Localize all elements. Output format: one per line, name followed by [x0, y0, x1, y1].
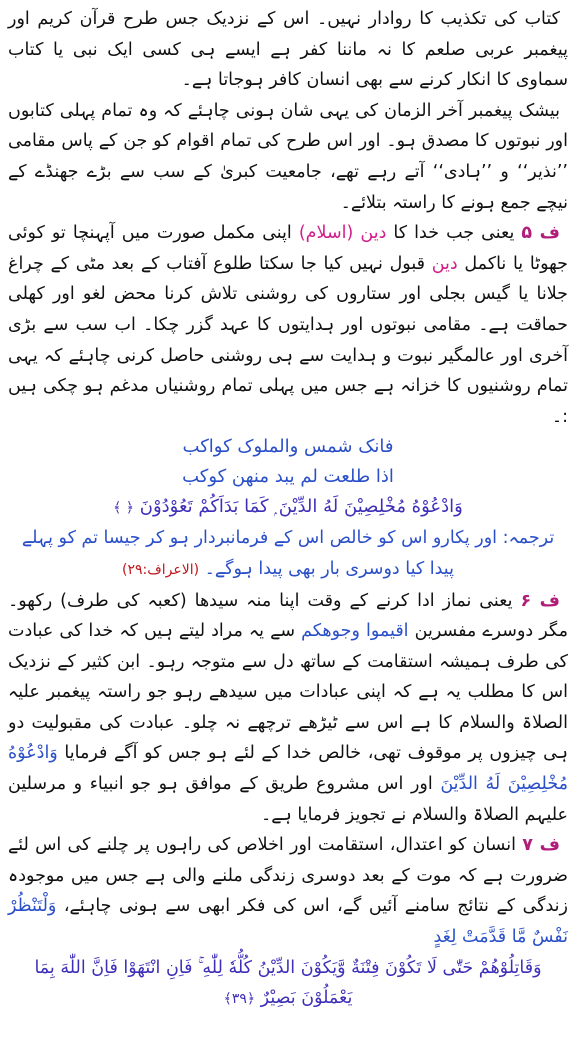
translation-text: ترجمہ: اور پکارو اس کو خالص اس کے فرمانبردار ہو کر جیسا تم کو پہلے پیدا کیا دوسری بار بھی پیدا ہوگے۔ [21, 528, 555, 579]
translation [8, 523, 568, 585]
ayah-number-ornament: ﴿۳۹﴾ [223, 991, 256, 1008]
note-7-ayah: وَلْتَنْظُرْ نَفْسٌ مَّا قَدَّمَتْ لِغَدٍ [8, 896, 568, 948]
note-5-din-islam: دین (اسلام) [298, 223, 387, 244]
note-5-text-c: قبول نہیں کیا جا سکتا طلوع آفتاب کے بعد مٹی کے چراغ جلانا یا گیس بجلی اور ستاروں کی روشنی تلاش کرنا محض لغو اور کھلی حماقت ہے۔ مقامی نبوتوں اور ہدایتوں کا عہد گزر چکا۔ اب سب سے بڑی آخری اور عالمگیر نبوت و ہدایت سے ہی روشنی حاصل کرنی چاہئے کہ یہی تمام روشنیوں کا خزانہ ہے جس میں پہلی تمام روشنیاں مدغم ہو چکی ہیں :۔ [8, 253, 568, 427]
ayah-ornament-icon: ﴿ ﴾ [113, 500, 134, 517]
paragraph-2-text: بیشک پیغمبر آخر الزمان کی یہی شان ہونی چاہئے کہ وہ تمام پہلی کتابوں اور نبوتوں کا مصدق ہو۔ اور اس طرح کی تمام اقوام کو جن کے پاس مقامی ’’نذیر‘‘ و ’’ہادی‘‘ آتے رہے تھے، جامعیت کبریٰ کے سب سے بڑے جھنڈے کے نیچے جمع ہونے کا راستہ بتلائے۔ [8, 100, 568, 213]
note-5-text-a: یعنی جب خدا کا [386, 223, 515, 244]
note-5-marker: ف ۵ [521, 223, 560, 244]
note-7-text-a: انسان کو اعتدال، استقامت اور اخلاص کی راہوں پر چلنے کی اس لئے ضرورت ہے کہ موت کے بعد دوسری زندگی ملنے والی ہے جس میں موجودہ زندگی کے نتائج سامنے آئیں گے، اس کی فکر ابھی سے ہونی چاہئے، [8, 835, 568, 917]
poetry-verse-1: فانک شمس والملوک کواکب [182, 436, 394, 458]
note-6-text-c: اور اس مشروع طریق کے موافق ہو جو انبیاء و مرسلین علیہم الصلاۃ والسلام نے تجویز فرمایا ہے۔ [8, 774, 568, 825]
quran-verse-29-text: وَادْعُوْهُ مُخْلِصِيْنَ لَهُ الدِّيْنَ ۭ كَمَا بَدَاَكُمْ تَعُوْدُوْنَ [139, 496, 463, 518]
quran-verse-39 [8, 953, 568, 1015]
note-6-marker: ف ۶ [520, 590, 560, 611]
page-body [8, 0, 568, 1015]
note-7 [8, 830, 568, 952]
translation-reference: (الاعراف:۲۹) [122, 561, 200, 578]
note-6-ayah: وَادْعُوْهُ مُخْلِصِيْنَ لَهُ الدِّيْنَ [8, 743, 568, 795]
paragraph-1 [8, 4, 568, 96]
quran-verse-29 [8, 492, 568, 523]
note-7-marker: ف ۷ [522, 835, 561, 856]
note-6-text-b: سے یہ مراد لیتے ہیں کہ خدا کی عبادت کی طرف ہمیشہ استقامت کے ساتھ دل سے متوجہ رہو۔ ابن کثیر کے نزدیک اس کا مطلب یہ ہے کہ اپنی عبادات میں سیدھے رہو جو راستہ پیغمبر علیہ الصلاۃ والسلام کا ہے اس سے ٹیڑھے ترچھے نہ چلو۔ عبادت کی مقبولیت دو ہی چیزوں پر موقوف تھی، خالص خدا کے لئے ہو جس کو آگے فرمایا [8, 621, 568, 764]
note-6-aqimu: اقیموا وجوھکم [301, 621, 409, 642]
note-5 [8, 218, 568, 432]
note-5-din: دین [431, 253, 458, 274]
note-5-text-b: اپنی مکمل صورت میں آپہنچا تو کوئی جھوٹا یا ناکمل [8, 223, 568, 274]
note-6-text-a: یعنی نماز ادا کرنے کے وقت اپنا منہ سیدھا (کعبہ کی طرف) رکھو۔ مگر دوسرے مفسرین [8, 590, 568, 642]
quran-verse-39-text: وَقَاتِلُوْهُمْ حَتّٰى لَا تَكُوْنَ فِتْنَةٌ وَّيَكُوْنَ الدِّيْنُ كُلُّهٗ لِلّٰهِ ۚ فَاِنِ انْتَهَوْا فَاِنَّ اللّٰهَ بِمَا يَعْمَلُوْنَ بَصِيْرٌ [34, 957, 542, 1009]
ayah-number: ۳۹ [231, 991, 247, 1008]
note-6 [8, 586, 568, 831]
paragraph-1-text: کتاب کی تکذیب کا روادار نہیں۔ اس کے نزدیک جس طرح قرآن کریم اور پیغمبر عربی صلعم کا نہ ماننا کفر ہے ایسے ہی کسی ایک نبی یا کتاب سماوی کا انکار کرنے سے بھی انسان کافر ہوجاتا ہے۔ [8, 9, 568, 91]
poetry-verse-2: اذا طلعت لم یبد منھن کوکب [182, 466, 394, 488]
paragraph-2 [8, 96, 568, 218]
